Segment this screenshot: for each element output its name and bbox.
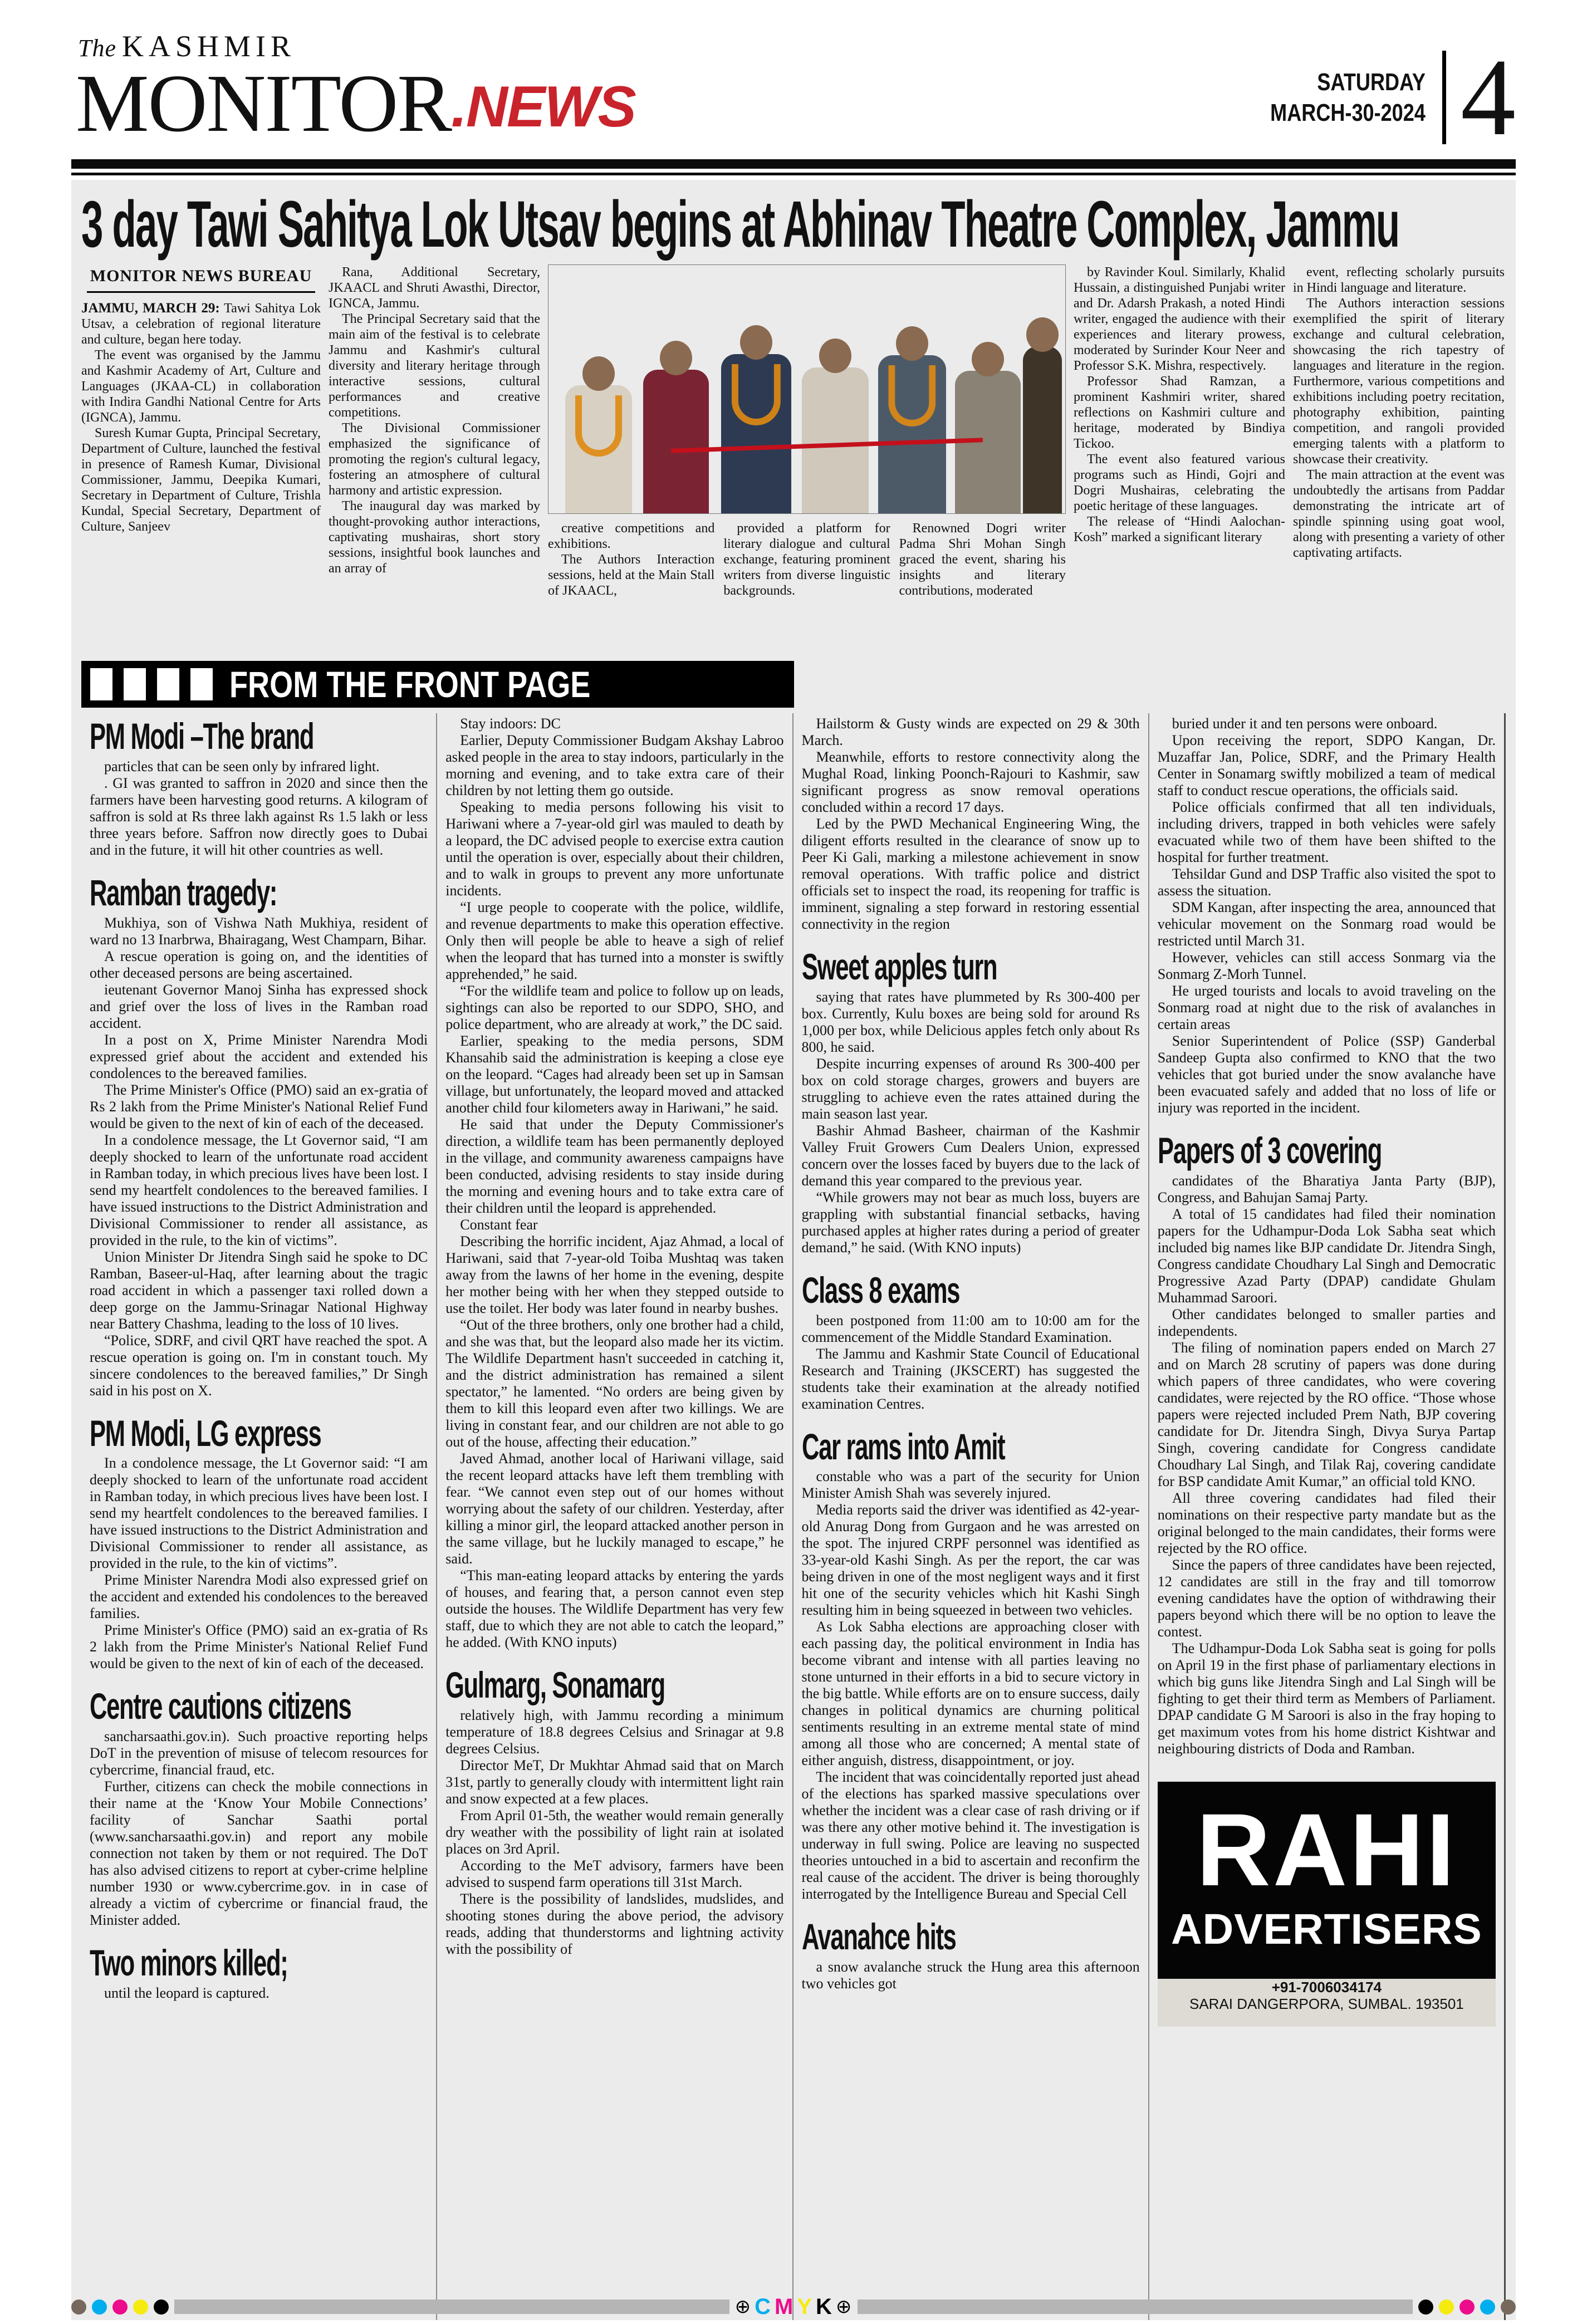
paragraph: Earlier, Deputy Commissioner Budgam Akshay Labroo asked people in the area to stay indoors, particularly in the morning and evening, and to take extra care of their children by not letting them go outside.: [445, 732, 784, 799]
article-heading-text: Two minors killed;: [90, 1942, 288, 1984]
logo-kashmir: KASHMIR: [122, 30, 296, 63]
issue-day: SATURDAY: [1317, 68, 1426, 96]
registration-dot-black: [154, 2300, 169, 2315]
photo-garland: [575, 395, 622, 457]
grid-column-4: [1148, 713, 1504, 2320]
registration-dot-black: [1418, 2300, 1433, 2315]
paragraph: Professor Shad Ramzan, a prominent Kashmiri writer, shared reflections on Kashmiri culture and heritage, moderated by Bindiya Tickoo.: [1074, 374, 1285, 452]
print-gray-bar: [858, 2300, 1413, 2314]
paragraph: Renowned Dogri writer Padma Shri Mohan Singh graced the event, sharing his insights and literary contributions, moderated: [899, 521, 1066, 599]
paragraph: The main attraction at the event was undoubtedly the artisans from Paddar demonstrating the intricate art of spindle spinning using goat wool, along with presenting a variety of other captivating artifacts.: [1293, 468, 1505, 561]
paragraph: Constant fear: [460, 1217, 538, 1233]
article-sweet-apples-turn: [801, 946, 1140, 1256]
newspaper-logo: [76, 30, 635, 149]
registration-dot-magenta: [112, 2300, 128, 2315]
article-heading: [90, 715, 428, 757]
photo-caption-row: [548, 521, 1066, 599]
issue-date: [1270, 67, 1426, 128]
masthead-rule-thin: [71, 173, 1516, 175]
paragraph: All three covering candidates had filed their nominations on their respective party mandate but as the original belonged to the main candidates, their forms were rejected by the RO office.: [1157, 1490, 1496, 1557]
registration-mark-icon: ⊕: [835, 2296, 853, 2317]
section-banner: [81, 661, 794, 708]
paragraph: Other candidates belonged to smaller parties and independents.: [1157, 1306, 1496, 1340]
paragraph: by Ravinder Koul. Similarly, Khalid Hussain, a distinguished Punjabi writer and Dr. Adarsh Prakash, a noted Hindi writer, engaged the audience with their experiences and literary prowess, moderated by Surinder Kour Neer and Professor S.K. Mishra, respectively.: [1074, 265, 1285, 374]
photo-figure-head: [896, 326, 928, 361]
paragraph: In a condolence message, the Lt Governor said: “I am deeply shocked to learn of the unfortunate road accident in Ramban today, in which precious lives have been lost. I send my heartfelt condolences to the bereaved families. I have issued instructions to the District Administration and Divisional Commissioner to render all assistance, as provided in the rule, to the kin of victims”.: [90, 1455, 428, 1572]
paragraph: Earlier, speaking to the media persons, SDM Khansahib said the administration is keeping a close eye on the leopard. “Cages had already been set up in Samsan village, but unfortunately, the leopard moved and attacked another child four kilometers away in Hariwani,” he said.: [445, 1033, 784, 1116]
paragraph: saying that rates have plummeted by Rs 300-400 per box. Currently, Kulu boxes are being sold for around Rs 1,000 per box, while Delicious apples fetch only about Rs 800, he said.: [801, 989, 1140, 1056]
paragraph: The Prime Minister's Office (PMO) said an ex-gratia of Rs 2 lakh from the Prime Minister's National Relief Fund would be given to the next of kin of each of the deceased.: [90, 1081, 428, 1131]
masthead-rule-thick: [71, 159, 1516, 169]
article-heading: [801, 1425, 1140, 1467]
paragraph: Since the papers of three candidates have been rejected, 12 candidates are still in the fray and till tomorrow evening candidates have the option of withdrawing their papers beyond which there will be no option to leave the contest.: [1157, 1557, 1496, 1640]
article-pm-modi-the-brand: [90, 715, 428, 859]
logo-monitor: MONITOR: [76, 58, 451, 149]
article-heading: [90, 1412, 428, 1454]
article-heading-text: Avanahce hits: [801, 1916, 956, 1958]
article-heading-text: Class 8 exams: [801, 1269, 959, 1311]
caption-col-3: [899, 521, 1066, 599]
cmyk-m: M: [775, 2294, 794, 2319]
paragraph: ieutenant Governor Manoj Sinha has expressed shock and grief over the loss of lives in the Ramban road accident.: [90, 981, 428, 1031]
photo-figure: [878, 355, 946, 513]
masthead-divider: [1442, 51, 1446, 144]
article-papers-of-3-covering: [1157, 1130, 1496, 1757]
registration-dot-gray: [1501, 2300, 1516, 2315]
paragraph: “For the wildlife team and police to follow up on leads, sightings can also be reported to our SDPO, SHO, and police department, who are already at work,” the DC said.: [445, 983, 784, 1033]
paragraph: “While growers may not bear as much loss, buyers are grappling with substantial financial setbacks, having purchased apples at higher rates during a period of greater demand,” he said. (With KNO inputs): [801, 1189, 1140, 1256]
article-pm-modi-lg-express: [90, 1412, 428, 1673]
article-car-rams-into-amit: [801, 1425, 1140, 1903]
paragraph: Further, citizens can check the mobile connections in their name at the ‘Know Your Mobile Connections’ facility of Sanchar Saathi portal (www.sancharsaathi.gov.in) and report any mobile connection not taken by them or not required. The DoT has also advised citizens to report at cyber-crime helpline number 1930 or www.cybercrime.gov. in in case of already a victim of cybercrime or financial fraud, the Minister added.: [90, 1778, 428, 1929]
paragraph: The event was organised by the Jammu and Kashmir Academy of Art, Culture and Languages (JKAA-CL) in collaboration with Indira Gandhi National Centre for Arts (IGNCA), Jammu.: [81, 348, 321, 425]
paragraph: creative competitions and exhibitions.: [548, 521, 715, 552]
paragraph: Prime Minister Narendra Modi also expressed grief on the accident and extended his condolences to the bereaved families.: [90, 1572, 428, 1622]
ad-brand-name: RAHI: [1196, 1793, 1457, 1908]
article-body: [90, 1985, 428, 2002]
lead-text: Tawi Sahitya Lok Utsav, a celebration of regional literature and culture, began here today.: [81, 301, 321, 347]
logo-the: The: [78, 35, 116, 62]
paragraph: The Divisional Commissioner emphasized the significance of promoting the region's cultural legacy, fostering an atmosphere of cultural harmony and artistic expression.: [329, 421, 540, 498]
ad-black-box: [1158, 1782, 1496, 1979]
article-heading: [801, 1916, 1140, 1958]
page-body: [71, 180, 1516, 2320]
paragraph: The Udhampur-Doda Lok Sabha seat is going for polls on April 19 in the first phase of parliamentary elections in which big guns like Jitendra Singh and Lal Singh will be fighting to get their third term as Members of Parliament. DPAP candidate G M Saroori is also in the fray hoping to get maximum votes from his home district Kishtwar and neighbouring districts of Doda and Ramban.: [1157, 1640, 1496, 1757]
paragraph: Mukhiya, son of Vishwa Nath Mukhiya, resident of ward no 13 Inarbrwa, Bhairagang, West Champarn, Bihar.: [90, 914, 428, 948]
masthead: [71, 21, 1516, 159]
print-color-strip: [71, 2294, 1516, 2319]
paragraph: relatively high, with Jammu recording a minimum temperature of 18.8 degrees Celsius and Srinagar at 9.8 degrees Celsius.: [445, 1707, 784, 1757]
paragraph: SDM Kangan, after inspecting the area, announced that vehicular movement on the Sonmarg road would be restricted until March 31.: [1157, 899, 1496, 949]
paragraph: However, vehicles can still access Sonmarg via the Sonmarg Z-Morh Tunnel.: [1157, 949, 1496, 983]
paragraph: “I urge people to cooperate with the police, wildlife, and revenue departments to make this operation effective. Only then will people be able to heave a sigh of relief when the leopard that has turned into a monster is swiftly apprehended,” he said.: [445, 899, 784, 983]
photo-figure-head: [1026, 317, 1059, 352]
article-avalanche-hits: [801, 1916, 1140, 1992]
registration-mark-icon: ⊕: [734, 2296, 752, 2317]
article-heading-text: Gulmarg, Sonamarg: [445, 1664, 665, 1706]
article-heading: [90, 1685, 428, 1727]
photo-figure-head: [582, 356, 615, 391]
photo-figure-head: [972, 342, 1004, 376]
cmyk-c: C: [755, 2294, 771, 2319]
cmyk-y: Y: [797, 2294, 813, 2319]
paragraph: He urged tourists and locals to avoid traveling on the Sonmarg road at night due to the risk of avalanches in certain areas: [1157, 983, 1496, 1033]
top-story-headline-text: 3 day Tawi Sahitya Lok Utsav begins at Abhinav Theatre Complex, Jammu: [81, 188, 1399, 261]
article-leopard-continuation: [445, 715, 783, 1651]
photo-figure: [802, 367, 869, 513]
top-story-col-4: [1293, 264, 1505, 651]
article-heading: [445, 1664, 783, 1706]
paragraph: The incident that was coincidentally reported just ahead of the elections has sparked massive speculations over whether the incident was a clear case of rash driving or if was there any other motive behind it. The investigation is underway in full swing. Police are leaving no suspected theories untouched in a bid to ascertain and reconfirm the real cause of the accident. The driver is being thoroughly interrogated by the Intelligence Bureau and Special Cell: [801, 1769, 1140, 1903]
paragraph: According to the MeT advisory, farmers have been advised to suspend farm operations till 31st March.: [445, 1857, 784, 1891]
paragraph: Led by the PWD Mechanical Engineering Wing, the diligent efforts resulted in the clearance of snow up to Peer Ki Gali, marking a milestone achievement in snow removal operations. With traffic police and district officials set to inspect the road, its reopening for traffic is imminent, signaling a step forward in restoring essential connectivity in the region: [801, 816, 1140, 933]
article-body: [802, 715, 1140, 933]
top-story-col2-text: [329, 264, 540, 576]
article-heading: [801, 1269, 1140, 1311]
banner-bar-icon: [90, 668, 112, 700]
article-heading: [90, 872, 428, 914]
article-heading-text: PM Modi, LG express: [90, 1412, 321, 1454]
article-heading-text: Sweet apples turn: [801, 946, 997, 988]
article-heading: [90, 1942, 428, 1984]
paragraph: Javed Ahmad, another local of Hariwani village, said the recent leopard attacks have left them trembling with fear. “We cannot even step out of our homes without worrying about the safety of our children. Yesterday, after killing a minor girl, the leopard attacked another person in the same village, but he luckily managed to escape,” he said.: [445, 1450, 784, 1567]
registration-dot-cyan: [92, 2300, 107, 2315]
article-heading-text: Centre cautions citizens: [90, 1685, 351, 1727]
paragraph: From April 01-5th, the weather would remain generally dry weather with the possibility of light rain at isolated places on 3rd April.: [445, 1807, 784, 1857]
paragraph: In a post on X, Prime Minister Narendra Modi expressed grief about the accident and extended his condolences to the bereaved families.: [90, 1031, 428, 1081]
paragraph: a snow avalanche struck the Hung area this afternoon two vehicles got: [801, 1959, 1140, 1992]
article-body: [802, 1959, 1140, 1992]
paragraph: candidates of the Bharatiya Janta Party (BJP), Congress, and Bahujan Samaj Party.: [1157, 1173, 1496, 1206]
logo-news-accent: .NEWS: [450, 75, 635, 139]
paragraph: event, reflecting scholarly pursuits in Hindi language and literature.: [1293, 265, 1505, 296]
paragraph: Tehsildar Gund and DSP Traffic also visited the spot to assess the situation.: [1157, 866, 1496, 899]
ad-address: SARAI DANGERPORA, SUMBAL. 193501: [1189, 1995, 1464, 2012]
grid-column-1: [81, 713, 436, 2320]
paragraph: The Jammu and Kashmir State Council of Educational Research and Training (JKSCERT) has suggested the students take their examination at the already notified examination Centres.: [801, 1345, 1140, 1412]
paragraph: He said that under the Deputy Commissioner's direction, a wildlife team has been permanently deployed in the village, and community awareness campaigns have been conducted, advising residents to stay inside during the morning and evening hours and to take extra care of their children until the leopard is apprehended.: [445, 1116, 784, 1217]
paragraph: Suresh Kumar Gupta, Principal Secretary, Department of Culture, launched the festival in presence of Ramesh Kumar, Divisional Commissioner, Jammu, Deepika Kumari, Secretary in Department of Culture, Trishla Kundal, Special Secretary, Department of Culture, Sanjeev: [81, 426, 321, 535]
photo-figure: [721, 354, 791, 513]
ad-brand-subtitle: ADVERTISERS: [1171, 1905, 1482, 1953]
article-body: [90, 915, 428, 1399]
registration-dot-yellow: [1439, 2300, 1454, 2315]
dateline: JAMMU, MARCH 29:: [81, 301, 220, 316]
top-story-col-2: [329, 264, 540, 651]
photo-figure: [643, 370, 709, 513]
article-body: [90, 1455, 428, 1672]
article-ramban-tragedy: [90, 872, 428, 1399]
section-banner-title: FROM THE FRONT PAGE: [229, 664, 591, 705]
top-story-col1-text: [81, 347, 321, 535]
cmyk-label: [735, 2294, 853, 2320]
caption-col-2: [723, 521, 890, 599]
paragraph: There is the possibility of landslides, mudslides, and shooting stones during the above period, the advisory reads, adding that thunderstorms and lightning activity with the possibility of: [445, 1891, 784, 1958]
grid-column-3: [792, 713, 1148, 2320]
article-two-minors-killed: [90, 1942, 428, 2002]
photo-figure-head: [819, 339, 851, 373]
paragraph: Prime Minister's Office (PMO) said an ex-gratia of Rs 2 lakh from the Prime Minister's National Relief Fund would be given to the next of kin of each of the deceased.: [90, 1622, 428, 1672]
paragraph: Upon receiving the report, SDPO Kangan, Dr. Muzaffar Jan, Police, SDRF, and the Primary Health Center in Sonamarg swiftly mobilized a team of medical staff to conduct rescue operations, the officials said.: [1157, 732, 1496, 799]
article-centre-cautions-citizens: [90, 1685, 428, 1929]
banner-bar-icon: [190, 668, 213, 700]
paragraph: Hailstorm & Gusty winds are expected on 29 & 30th March.: [801, 715, 1140, 749]
paragraph: provided a platform for literary dialogue and cultural exchange, featuring prominent writers from diverse linguistic backgrounds.: [723, 521, 890, 599]
paragraph: Bashir Ahmad Basheer, chairman of the Kashmir Valley Fruit Growers Cum Dealers Union, expressed concern over the losses faced by buyers due to the lack of demand this year compared to the previous year.: [801, 1122, 1140, 1189]
top-story: [81, 188, 1506, 651]
article-heading-text: Ramban tragedy:: [90, 872, 277, 914]
article-sonamarg-rescue-continuation: [1158, 715, 1496, 1116]
issue-date-line: MARCH-30-2024: [1270, 99, 1426, 126]
ad-phone-number[interactable]: +91-7006034174: [1271, 1978, 1382, 1995]
paragraph: Senior Superintendent of Police (SSP) Ganderbal Sandeep Gupta also confirmed to KNO that the two vehicles that got buried under the snow avalanche have been evacuated safely and added that no loss of life or injury was reported in the incident.: [1157, 1033, 1496, 1116]
article-weather-continuation: [802, 715, 1140, 933]
article-gulmarg-sonamarg: [445, 1664, 784, 1958]
registration-dot-cyan: [1480, 2300, 1495, 2315]
article-heading-text: Papers of 3 covering: [1157, 1130, 1382, 1171]
photo-garland: [732, 364, 781, 425]
paragraph: Union Minister Dr Jitendra Singh said he spoke to DC Ramban, Baseer-ul-Haq, after learning about the tragic road accident in which a passenger taxi rolled down a deep gorge on the Jammu-Srinagar National Highway near Battery Chashma, leading to the loss of 10 lives.: [90, 1248, 428, 1332]
top-story-col4-text: [1293, 264, 1505, 561]
front-page-jump-grid: [81, 713, 1506, 2320]
top-story-col3-text: [1074, 264, 1285, 545]
paragraph: Describing the horrific incident, Ajaz Ahmad, a local of Hariwani, said that 7-year-old Toiba Mushtaq was taken away from the lawns of her home in the evening, despite her mother being with her when they stepped outside to use the toilet. Her body was later found in nearby bushes.: [445, 1233, 784, 1317]
paragraph: A total of 15 candidates had filed their nomination papers for the Udhampur-Doda Lok Sabha seat which included big names like BJP candidate Dr. Jitendra Singh, Congress candidate Choudhary Lal Singh and Democratic Progressive Azad Party (DPAP) candidate Ghulam Muhammad Saroori.: [1157, 1206, 1496, 1306]
paragraph: The Authors Interaction sessions, held at the Main Stall of JKAACL,: [548, 552, 715, 599]
article-body: [1158, 715, 1496, 1116]
caption-col-1: [548, 521, 714, 599]
article-class-8-exams: [801, 1269, 1140, 1413]
top-story-col-3: [1074, 264, 1285, 651]
photo-figure: [565, 385, 632, 513]
paragraph: buried under it and ten persons were onboard.: [1172, 715, 1438, 732]
paragraph: Speaking to media persons following his visit to Hariwani where a 7-year-old girl was mauled to death by a leopard, the DC advised people to exercise extra caution until the operation is over, especially about their children, and to walk in groups to prevent any more unfortunate incidents.: [445, 799, 784, 899]
banner-bar-icon: [157, 668, 179, 700]
paragraph: Media reports said the driver was identified as 42-year-old Anurag Dong from Gurgaon and he was arrested on the spot. The injured CRPF personnel was identified as 33-year-old Kashi Singh. As per the report, the car was being driven in one of the most negligent ways and it first hit one of the security vehicles which hit Kashi Singh resulting him in being squeezed in between two vehicles.: [801, 1502, 1140, 1619]
paragraph: In a condolence message, the Lt Governor said, “I am deeply shocked to learn of the unfortunate road accident in Ramban today, in which precious lives have been lost. I send my heartfelt condolences to the bereaved families. I have issued instructions to the District Administration and Divisional Commissioner to render all assistance, as provided in the rule, to the kin of victims”.: [90, 1131, 428, 1248]
event-photo: [548, 264, 1066, 514]
paragraph: “This man-eating leopard attacks by entering the yards of houses, and fearing that, a person cannot even step outside the houses. The Wildlife Department has very few staff, due to which they are not able to catch the leopard,” he added. (With KNO inputs): [445, 1567, 784, 1651]
photo-figure-head: [740, 325, 772, 360]
paragraph: constable who was a part of the security for Union Minister Amish Shah was severely injured.: [801, 1468, 1140, 1502]
paragraph: until the leopard is captured.: [104, 1984, 270, 2001]
paragraph: sancharsaathi.gov.in). Such proactive reporting helps DoT in the prevention of misuse of telecom resources for cybercrime, financial fraud, etc.: [90, 1728, 428, 1778]
paragraph: “Out of the three brothers, only one brother had a child, and she was that, but the leopard also made her its victim. The Wildlife Department hasn't succeeded in catching it, and the district administration has remained a silent spectator,” he lamented. “No orders are being given by them to kill this leopard even after two killings. We are living in constant fear, and our children are not able to go out of the house, affecting their education.”: [445, 1317, 784, 1450]
article-body: [802, 989, 1140, 1256]
paragraph: Stay indoors: DC: [460, 715, 561, 732]
banner-bar-icon: [124, 668, 146, 700]
article-heading: [801, 946, 1140, 988]
paragraph: Meanwhile, efforts to restore connectivity along the Mughal Road, linking Poonch-Rajouri to Kashmir, saw significant progress as snow removal operations concluded within a record 17 days.: [801, 749, 1140, 816]
paragraph: The Principal Secretary said that the main aim of the festival is to celebrate Jammu and Kashmir's cultural diversity and literary heritage through interactive sessions, cultural performances and creative competitions.: [329, 312, 540, 420]
cmyk-k: K: [816, 2294, 832, 2319]
top-story-center: [548, 264, 1066, 651]
paragraph: Rana, Additional Secretary, JKAACL and Shruti Awasthi, Director, IGNCA, Jammu.: [329, 265, 540, 311]
photo-garland: [888, 365, 935, 426]
article-body: [445, 715, 783, 1651]
registration-dot-yellow: [133, 2300, 148, 2315]
article-body: [90, 758, 428, 859]
rahi-advertisement[interactable]: [1158, 1782, 1496, 2027]
paragraph: The inaugural day was marked by thought-provoking author interactions, captivating mushairas, short story sessions, insightful book launches and an array of: [329, 499, 540, 576]
paragraph: . GI was granted to saffron in 2020 and since then the farmers have been harvesting good returns. A kilogram of saffron is sold at Rs three lakh against Rs 1.5 lakh or less three years before. Saffron now directly goes to Dubai and in the future, it will hit other countries as well.: [90, 775, 428, 859]
paragraph: Despite incurring expenses of around Rs 300-400 per box on cold storage charges, growers and buyers are struggling to achieve even the rates attained during the main season last year.: [801, 1056, 1140, 1122]
top-story-columns: [81, 264, 1506, 651]
paragraph: The release of “Hindi Aalochan-Kosh” marked a significant literary: [1074, 514, 1285, 545]
article-heading-text: Car rams into Amit: [801, 1425, 1005, 1467]
article-body: [90, 1728, 428, 1929]
article-body: [802, 1468, 1140, 1903]
top-story-headline: [81, 188, 1506, 261]
paragraph: Police officials confirmed that all ten individuals, including drivers, trapped in both vehicles were safely evacuated while two of them have been shifted to the hospital for further treatment.: [1157, 799, 1496, 866]
paragraph: The Authors interaction sessions exemplified the spirit of literary exchange and cultural celebration, showcasing the rich tapestry of languages and literature in the region. Furthermore, various competitions and exhibitions including poetry recitation, photography exhibition, painting competition, and rangoli provided emerging talents with a platform to showcase their creativity.: [1293, 296, 1505, 467]
article-body: [445, 1707, 783, 1958]
newspaper-page: [71, 21, 1516, 2320]
paragraph: particles that can be seen only by infrared light.: [104, 758, 380, 775]
registration-dot-magenta: [1459, 2300, 1475, 2315]
paragraph: As Lok Sabha elections are approaching closer with each passing day, the political environment in India has become vibrant and intense with all parties leaving no stone unturned in their efforts in a bid to secure victory in the big battle. While efforts are on to ensure success, daily changes in political dynamics are churning political sentiments resulting in an extreme mental state of mind among all those who are concerned; A mental state of either anguish, distress, disappointment, or joy.: [801, 1619, 1140, 1769]
article-heading: [1157, 1130, 1496, 1171]
registration-dot-gray: [71, 2300, 86, 2315]
photo-figure: [1023, 346, 1062, 513]
article-body: [802, 1312, 1140, 1413]
lead-paragraph: [81, 301, 321, 347]
paragraph: “Police, SDRF, and civil QRT have reached the spot. A rescue operation is going on. I'm in constant touch. My sincere condolences to the bereaved families,” Dr Singh said in his post on X.: [90, 1332, 428, 1399]
grid-column-2: [436, 713, 792, 2320]
page-number: 4: [1461, 36, 1516, 158]
article-body: [1158, 1173, 1496, 1757]
paragraph: The filing of nomination papers ended on March 27 and on March 28 scrutiny of papers was done during which papers of three candidates, who were covering candidates, were rejected by the RO office. “Those whose papers were rejected included Prem Nath, BJP covering candidate for Dr. Jitendra Singh, Divya Surya Partap Singh, covering candidate for Congress candidate Choudhary Lal Singh, and Tilak Raj, covering candidate for BSP candidate Amit Kumar,” an official told KNO.: [1157, 1340, 1496, 1490]
paragraph: been postponed from 11:00 am to 10:00 am for the commencement of the Middle Standard Examination.: [801, 1312, 1140, 1345]
masthead-right: [1236, 36, 1516, 158]
print-gray-bar: [174, 2300, 729, 2314]
photo-figure-head: [660, 341, 692, 375]
byline: MONITOR NEWS BUREAU: [87, 267, 315, 293]
paragraph: Director MeT, Dr Mukhtar Ahmad said that on March 31st, partly to generally cloudy with intermittent light rain and snow expected at a few places.: [445, 1757, 784, 1807]
article-heading-text: PM Modi –The brand: [90, 715, 314, 757]
paragraph: A rescue operation is going on, and the identities of other deceased persons are being ascertained.: [90, 948, 428, 981]
top-story-col-1: [81, 264, 321, 651]
paragraph: The event also featured various programs such as Hindi, Gojri and Dogri Mushairas, celebrating the poetic heritage of these languages.: [1074, 452, 1285, 514]
